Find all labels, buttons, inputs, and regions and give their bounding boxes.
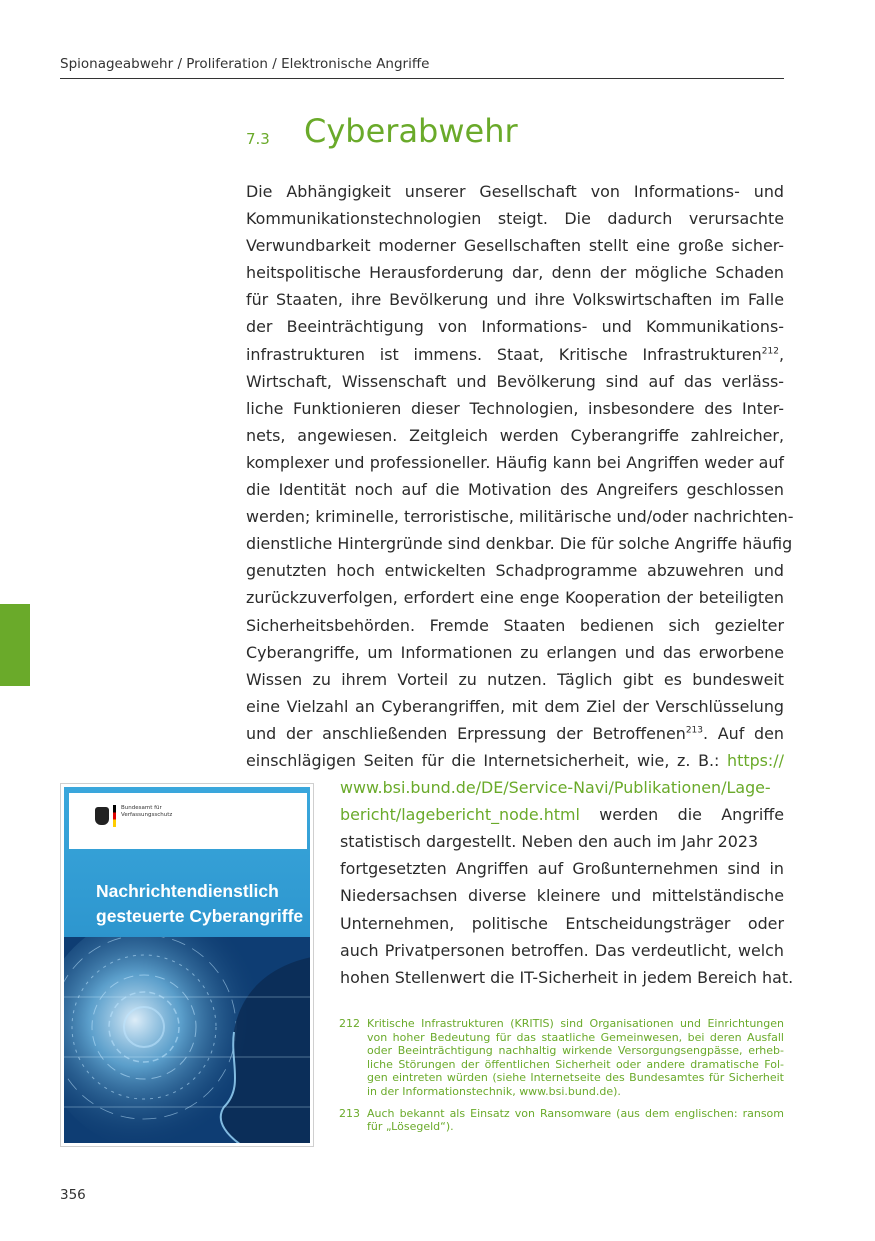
body-line: auch Privatpersonen betroffen. Das verdeutlicht, welch — [340, 940, 784, 960]
cover-issuer-line: Verfassungsschutz — [121, 812, 173, 818]
body-line: liche Funktionieren dieser Technologien, insbesondere des Inter- — [246, 398, 784, 418]
body-line: die Identität noch auf die Motivation des Angreifers geschlossen — [246, 480, 784, 500]
section-number: 7.3 — [246, 130, 270, 148]
body-line: für Staaten, ihre Bevölkerung und ihre Volkswirtschaften im Falle — [246, 290, 784, 310]
footnote-number: 213 — [339, 1106, 360, 1120]
footnote-212 — [339, 1017, 784, 1099]
body-line: Niedersachsen diverse kleinere und mittelständische — [340, 886, 784, 906]
body-line: Wirtschaft, Wissenschaft und Bevölkerung sind auf das verläss- — [246, 371, 784, 391]
body-line: der Beeinträchtigung von Informations- und Kommunikations- — [246, 317, 784, 337]
bsi-link-end[interactable]: bericht/lagebericht_node.html — [340, 805, 580, 825]
bsi-link[interactable]: www.bsi.bund.de/DE/Service-Navi/Publikationen/Lage- — [340, 778, 771, 798]
cover-title-line: Nachrichtendienstlich — [96, 881, 279, 901]
body-line: hohen Stellenwert die IT-Sicherheit in jedem Bereich hat. — [340, 967, 794, 987]
body-line: Unternehmen, politische Entscheidungsträger oder — [340, 913, 784, 933]
footnote-ref-213[interactable]: 213 — [685, 725, 704, 736]
cover-issuer-line: Bundesamt für — [121, 805, 162, 811]
body-line: fortgesetzten Angriffen auf Großunternehmen sind in — [340, 859, 784, 879]
body-line-text: infrastrukturen ist immens. Staat, Kritische Infrastrukturen — [246, 344, 762, 364]
body-line: Sicherheitsbehörden. Fremde Staaten bedienen sich gezielter — [246, 615, 784, 635]
footnote-ref-212[interactable]: 212 — [761, 346, 779, 357]
body-line: dienstliche Hintergründe sind denkbar. Die für solche Angriffe häufig — [246, 534, 793, 554]
footnote-text: Kritische Infrastrukturen (KRITIS) sind Organisationen und Einrichtungen von hoher Bedeutung für das staatliche Gemeinwesen, bei deren Ausfall oder Beeinträchtigung nachhaltig wirkende Versorgungsengpässe, erheb-liche Störungen der öffentlichen Sicherheit oder andere dramatische Fol-gen eintreten würden (siehe Internetseite des Bundesamtes für Sicherheit in der Informationstechnik, www.bsi.bund.de). — [367, 1017, 784, 1098]
body-line: heitspolitische Herausforderung dar, denn der mögliche Schaden — [246, 263, 784, 283]
cover-header-band — [69, 793, 307, 849]
body-text — [246, 178, 794, 991]
federal-eagle-icon — [95, 807, 109, 825]
footnotes — [339, 1017, 784, 1142]
body-line: eine Vielzahl an Cyberangriffen, mit dem Ziel der Verschlüsselung — [246, 696, 784, 716]
body-line: Die Abhängigkeit unserer Gesellschaft von Informations- und — [246, 182, 784, 201]
body-line: komplexer und professioneller. Häufig kann bei Angriffen weder auf — [246, 452, 784, 472]
german-flag-icon — [113, 805, 116, 827]
body-line: werden; kriminelle, terroristische, militärische und/oder nachrichten- — [246, 507, 794, 527]
section-title: Cyberabwehr — [304, 112, 518, 150]
body-line: Verwundbarkeit moderner Gesellschaften stellt eine große sicher- — [246, 236, 784, 256]
body-line-text: , — [778, 344, 784, 364]
body-line: Cyberangriffe, um Informationen zu erlangen und das erworbene — [246, 642, 784, 662]
cover-title-line: gesteuerte Cyberangriffe — [96, 906, 304, 926]
body-line-text: . Auf den — [703, 723, 784, 743]
chapter-tab-marker — [0, 604, 30, 686]
body-line — [246, 341, 784, 368]
footnote-number: 212 — [339, 1017, 360, 1030]
body-line — [246, 720, 784, 747]
footnote-213 — [339, 1107, 784, 1134]
cover-background — [64, 787, 310, 1143]
body-line-text: einschlägigen Seiten für die Internetsicherheit, wie, z. B.: — [246, 750, 720, 770]
cyber-face-illustration — [64, 937, 310, 1143]
body-line: Wissen zu ihrem Vorteil zu nutzen. Täglich gibt es bundesweit — [246, 669, 784, 689]
cover-issuer — [121, 805, 172, 819]
body-line: genutzten hoch entwickelten Schadprogramme abzuwehren und — [246, 561, 784, 581]
body-line: Kommunikationstechnologien steigt. Die dadurch verursachte — [246, 209, 784, 229]
body-line — [246, 747, 784, 774]
body-line: nets, angewiesen. Zeitgleich werden Cyberangriffe zahlreicher, — [246, 425, 784, 445]
page-number: 356 — [60, 1187, 86, 1203]
bsi-link-start[interactable]: https:// — [727, 750, 784, 770]
body-line-text: werden die Angriffe — [579, 805, 784, 825]
footnote-text: Auch bekannt als Einsatz von Ransomware (aus dem englischen: ransom für „Lösegeld“). — [367, 1106, 784, 1134]
cover-title — [96, 879, 303, 929]
body-line: zurückzuverfolgen, erfordert eine enge Kooperation der beteiligten — [246, 588, 784, 608]
body-line — [340, 801, 784, 828]
publication-cover-image — [60, 783, 314, 1147]
body-line: statistisch dargestellt. Neben den auch im Jahr 2023 — [340, 832, 759, 852]
running-head: Spionageabwehr / Proliferation / Elektronische Angriffe — [60, 56, 784, 79]
body-line-text: und der anschließenden Erpressung der Betroffenen — [246, 723, 686, 743]
